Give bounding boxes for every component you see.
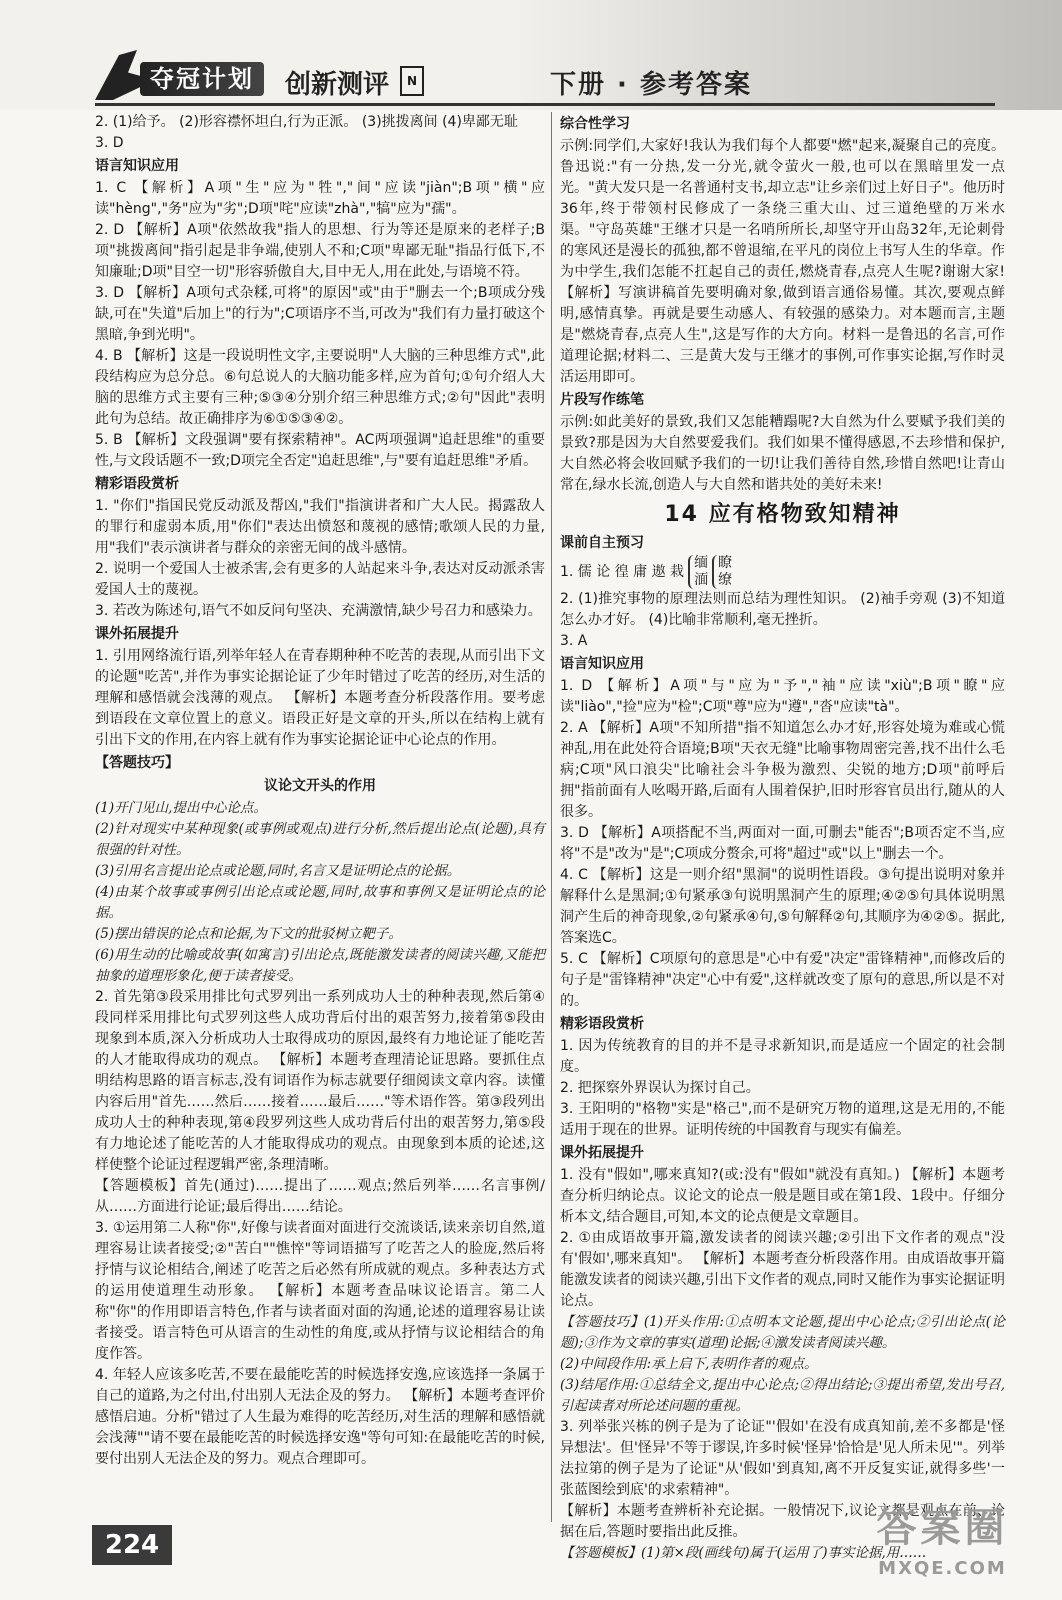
handwritten-note: (2)针对现实中某种现象(或事例或观点)进行分析,然后提出论点(论题),具有很强的针对性。 [95,821,545,858]
answer-item: 【解析】本题考查辨析补充论据。一般情况下,议论文都是观点在前、论据在后,答题时要指出此反推。 [560,1503,1005,1540]
answer-item: 示例:同学们,大家好!我认为我们每个人都要"燃"起来,凝聚自己的亮度。鲁迅说:"有一分热,发一分光,就令萤火一般,也可以在黑暗里发一点光。"黄大发只是一名普通村支书,却立志"让乡亲们过上好日子"。他历时36年,终于带领村民修成了一条绕三重大山、过三道绝壁的万米水渠。"守岛英雄"王继才只是一名哨所所长,却坚守开山岛32年,无论刺骨的寒风还是漫长的孤独,都不曾退缩,在平凡的岗位上书写人生的华章。作为中学生,我们怎能不扛起自己的责任,燃烧青春,点亮人生呢?谢谢大家! 【解析】写演讲稿首先要明确对象,做到语言通俗易懂。其次,要观点鲜明,感情真挚。再就是要生动感人、有较强的感染力。对本题而言,主题是"燃烧青春,点亮人生",这是写作的大方向。材料一是鲁迅的名言,可作道理论据;材料二、三是黄大发与王继才的事例,可作事实论据,写作时灵活运用即可。 [560,138,1005,385]
section-title: 下册 · 参考答案 [550,70,752,100]
handwritten-note: (4)由某个故事或事例引出论点或论题,同时,故事和事例又是证明论点的论据。 [95,884,545,921]
answer-item: 2. 首先第③段采用排比句式罗列出一系列成功人士的种种表现,然后第④段同样采用排比句式罗列这些人成功背后付出的艰苦努力,接着第⑤段由现象到本质,深入分析成功人士取得成功的原因,最终有力地论证了能吃苦的人才能取得成功的观点。 【解析】本题考查理清论证思路。要抓住点明结构思路的语言标志,没有词语作为标志就要仔细阅读文章内容。读懂内容后用"首先……然后……接着……最后……"等术语作答。第③段列出成功人士的种种表现,第④段罗列这些人成功背后付出的艰苦努力,第⑤段有力地论述了能吃苦的人才能取得成功的观点。由现象到本质的论述,这样使整个论证过程逻辑严密,条理清晰。 [95,989,545,1173]
section-heading: 【答题技巧】 [95,755,179,771]
handwritten-note: (2)中间段作用:承上启下,表明作者的观点。 [560,1356,818,1372]
watermark-url: MXQE.COM [878,1558,1007,1579]
answer-item: 2. ①由成语故事开篇,激发读者的阅读兴趣;②引出下文作者的观点"没有'假如',哪来真知"。 【解析】本题考查分析段落作用。由成语故事开篇能激发读者的阅读兴趣,引出下文作者的观点,同时又能作为事实论据证明论点。 [560,1230,1005,1309]
answer-item: 1. "你们"指国民党反动派及帮凶,"我们"指演讲者和广大人民。揭露敌人的罪行和虚弱本质,用"你们"表达出愤怒和蔑视的感情;歌颂人民的力量,用"我们"表示演讲者与群众的亲密无间的战斗感情。 [95,498,545,556]
answer-item: 1. 没有"假如",哪来真知?(或:没有"假如"就没有真知。) 【解析】本题考查分析归纳论点。议论文的论点一般是题目或在第1段、1段中。仔细分析本文,结合题目,可知,本文的论点便是文章题目。 [560,1167,1005,1225]
left-column [95,112,545,1470]
answer-item: 3. A [560,633,588,649]
answer-item [560,555,1005,589]
book-icon: N [400,66,424,96]
section-heading: 精彩语段赏析 [560,1016,644,1032]
answer-item: 1. 引用网络流行语,列举年轻人在青春期种种不吃苦的表现,从而引出下文的论题"吃苦",并作为事实论据论证了少年时错过了吃苦的经历,对生活的理解和感悟就会浅薄的观点。 【解析】本题考查分析段落作用。要考虑到语段在文章位置上的意义。语段正好是文章的开头,所以在结构上就有引出下文的作用,在内容上就有作为事实论据论证中心论点的作用。 [95,648,545,748]
handwritten-note: (3)引用名言提出论点或论题,同时,名言又是证明论点的论据。 [95,863,461,879]
lesson-title: 14 应有格物致知精神 [664,502,901,527]
answer-item: 4. 年轻人应该多吃苦,不要在最能吃苦的时候选择安逸,应该选择一条属于自己的道路,为之付出,付出别人无法企及的努力。 【解析】本题考查评价感悟启迪。分析"错过了人生最为难得的吃苦经历,对生活的理解和感悟就会浅薄""请不要在最能吃苦的时候选择安逸"等句可知:在最能吃苦的时候,要付出别人无法企及的努力。观点合理即可。 [95,1367,545,1467]
header-rule [95,103,995,106]
answer-item: 1. D 【解析】A项"与"应为"予","袖"应读"xiù";B项"瞭"应读"liào","捡"应为"检";C项"尊"应为"遵","沓"应读"tà"。 [560,678,1005,715]
section-heading: 综合性学习 [560,116,630,132]
watermark-main: 答案圈 [876,1505,1009,1551]
answer-item: 4. C 【解析】这是一则介绍"黑洞"的说明性语段。③句提出说明对象并解释什么是黑洞;①句紧承③句说明黑洞产生的原理;④②⑤句具体说明黑洞产生后的神奇现象,②句紧承④句,⑤句解释②句,其顺序为④②⑤。据此,答案选C。 [560,867,1005,946]
answer-item: 3. D [95,135,124,151]
answer-item: 2. D 【解析】A项"依然故我"指人的思想、行为等还是原来的老样子;B项"挑拨离间"指引起是非争端,使别人不和;C项"卑鄙无耻"指品行低下,不知廉耻;D项"目空一切"形容骄傲自大,目中无人,用在此处,与语境不符。 [95,222,545,280]
handwritten-note: (5)摆出错误的论点和论据,为下文的批驳树立靶子。 [95,926,402,942]
handwritten-note: 【答题模板】(1)第×段(画线句)属于(运用了)事实论据,用…… [560,1545,927,1561]
answer-item: 2. 把探察外界误认为探讨自己。 [560,1080,760,1096]
handwritten-note: 【答题技巧】(1)开头作用:①点明本文论题,提出中心论点;②引出论点(论题);③作为文章的事实(道理)论据;④激发读者阅读兴趣。 [560,1314,1005,1351]
brand-subtitle: 创新测评 [285,70,390,100]
brace-group [712,555,732,589]
brand-title: 夺冠计划 [140,62,264,96]
answer-item: 2. (1)给予。 (2)形容襟怀坦白,行为正派。 (3)挑拨离间 (4)卑鄙无耻 [95,114,518,130]
answer-item: 2. (1)推究事物的原理法则而总结为理性知识。 (2)袖手旁观 (3)不知道怎么办才好。 (4)比喻非常顺利,毫无挫折。 [560,591,1005,628]
answer-item: 1. C 【解析】A项"生"应为"牲","间"应读"jiàn";B项"横"应读"hèng","务"应为"劣";D项"咤"应读"zhà","犒"应为"孺"。 [95,180,545,217]
section-heading: 精彩语段赏析 [95,476,179,492]
section-heading: 语言知识应用 [560,656,644,672]
answer-item: 3. 若改为陈述句,语气不如反问句坚决、充满激情,缺少号召力和感染力。 [95,603,542,619]
answer-item: 1. 因为传统教育的目的并不是寻求新知识,而是适应一个固定的社会制度。 [560,1038,1005,1075]
answer-item: 2. 说明一个爱国人士被杀害,会有更多的人站起来斗争,表达对反动派杀害爱国人士的蔑视。 [95,561,545,598]
section-heading: 课外拓展提升 [95,626,179,642]
answer-item: 3. D 【解析】A项搭配不当,两面对一面,可删去"能否";B项否定不当,应将"不是"改为"是";C项成分赘余,可将"超过"或"以上"删去一个。 [560,825,1005,862]
brace-bottom-char: 缭 [718,572,733,588]
handwritten-note: (3)结尾作用:①总结全文,提出中心论点;②得出结论;③提出希望,发出号召,引起读者对所论述问题的重视。 [560,1377,1005,1414]
column-divider [551,112,552,1522]
section-heading: 语言知识应用 [95,158,179,174]
brace-bottom-char: 湎 [694,572,709,588]
answer-item: 3. ①运用第二人称"你",好像与读者面对面进行交流谈话,读来亲切自然,道理容易让读者接受;②"苦白""憔悴"等词语描写了吃苦之人的脸庞,然后将抒情与议论相结合,阐述了吃苦之后必然有所成就的观点。多种表达方式的运用使道理生动形象。 【解析】本题考查品味议论语言。第二人称"你"的作用即语言特色,作者与读者面对面的沟通,论述的道理容易让读者接受。语言特色可从语言的生动性的角度,或从抒情与议论相结合的角度作答。 [95,1220,545,1362]
brace-top-char: 瞭 [718,555,733,571]
brace-top-char: 缅 [694,555,709,571]
answer-item: 4. B 【解析】这是一段说明性文字,主要说明"人大脑的三种思维方式",此段结构应为总分总。⑥句总说人的大脑功能多样,应为首句;①句介绍人大脑的思维方式主要有三种;⑤③④分别介绍三种思维方式;②句"因此"表明此句为总结。故正确排序为⑥①⑤③④②。 [95,348,545,427]
section-heading: 课前自主预习 [560,535,644,551]
answer-item: 【答题模板】首先(通过)……提出了……观点;然后列举……名言事例/从……方面进行论证;最后得出……结论。 [95,1178,545,1215]
answer-item: 2. A 【解析】A项"不知所措"指不知道怎么办才好,形容处境为难或心慌神乱,用在此处符合语境;B项"天衣无缝"比喻事物周密完善,找不出什么毛病;C项"风口浪尖"比喻社会斗争极为激烈、尖锐的地方;D项"前呼后拥"指前面有人吆喝开路,后面有人围着保护,旧时形容官员出行,随从的人很多。 [560,720,1005,820]
watermark [840,1500,1045,1595]
right-column [560,112,1005,1564]
brace-group [688,555,708,589]
answer-item: 3. 王阳明的"格物"实是"格己",而不是研究万物的道理,这是无用的,不能适用于现在的世界。证明传统的中国教育与现实有偏差。 [560,1101,1005,1138]
handwritten-note: (6)用生动的比喻或故事(如寓言)引出论点,既能激发读者的阅读兴趣,又能把抽象的道理形象化,便于读者接受。 [95,947,545,984]
answer-text: 1. 儒 论 徨 庸 遨 栽 [560,564,685,580]
page-header [0,0,1062,110]
section-heading: 课外拓展提升 [560,1145,644,1161]
box-heading: 议论文开头的作用 [264,778,376,794]
answer-item: 示例:如此美好的景致,我们又怎能糟蹋呢?大自然为什么要赋予我们美的景致?那是因为大自然要爱我们。我们如果不懂得感恩,不去珍惜和保护,大自然必将会收回赋予我们的一切!让我们善待自然,珍惜自然吧!让青山常在,绿水长流,创造人与大自然和谐共处的美好未来! [560,414,1005,493]
page-number: 224 [92,1525,172,1565]
handwritten-note: (1)开门见山,提出中心论点。 [95,800,267,816]
answer-item: 5. C 【解析】C项原句的意思是"心中有爱"决定"雷锋精神",而修改后的句子是"雷锋精神"决定"心中有爱",这样就改变了原句的意思,所以是不对的。 [560,951,1005,1009]
answer-item: 3. 列举张兴栋的例子是为了论证"'假如'在没有成真知前,差不多都是'怪异想法'。但'怪异'不等于谬误,许多时候'怪异'恰恰是'见人所未见'"。列举法拉第的例子是为了论证"从'假如'到真知,离不开反复实证,就得多些'一张蓝图绘到底'的求索精神"。 [560,1419,1005,1498]
answer-item: 5. B 【解析】文段强调"要有探索精神"。AC两项强调"追赶思维"的重要性,与文段话题不一致;D项完全否定"追赶思维",与"要有追赶思维"矛盾。 [95,432,545,469]
section-heading: 片段写作练笔 [560,392,644,408]
answer-item: 3. D 【解析】A项句式杂糅,可将"的原因"或"由于"删去一个;B项成分残缺,可在"失道"后加上"的行为";C项语序不当,可改为"我们有力量打破这个黑暗,争到光明"。 [95,285,545,343]
